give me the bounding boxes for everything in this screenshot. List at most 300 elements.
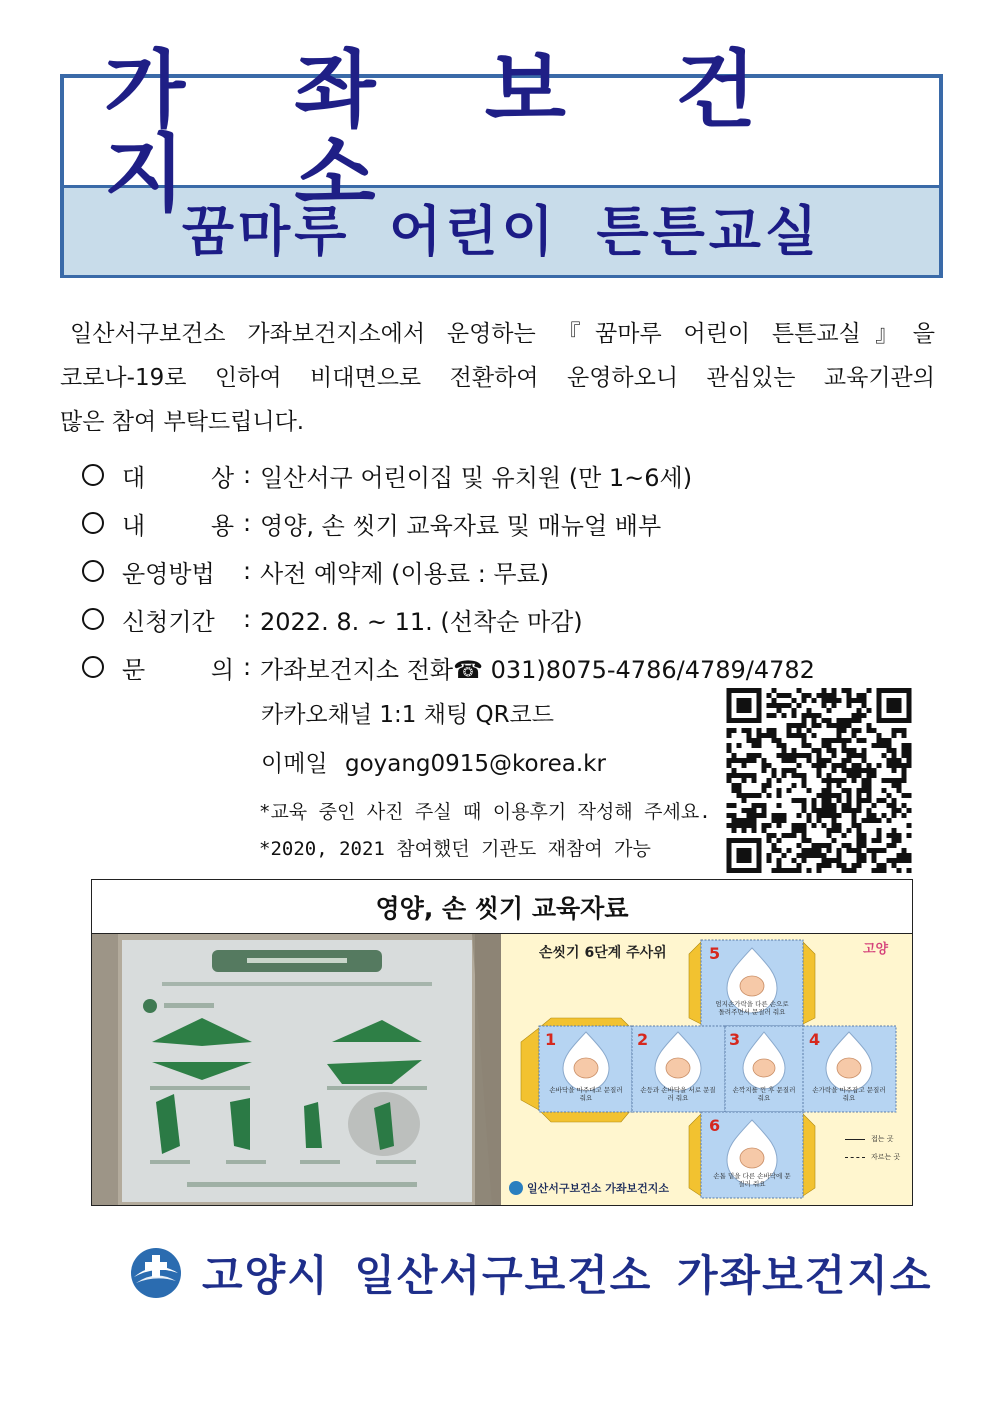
- dice-face-5-number: 5: [709, 944, 721, 963]
- qr-module: [812, 713, 817, 718]
- qr-module: [832, 753, 837, 758]
- qr-module: [827, 793, 832, 798]
- qr-module: [887, 763, 892, 768]
- qr-module: [732, 728, 737, 733]
- qr-module: [857, 803, 862, 808]
- qr-module: [767, 703, 772, 708]
- qr-module: [802, 778, 807, 783]
- qr-module: [872, 838, 877, 843]
- qr-module: [842, 808, 847, 813]
- circle-bullet-icon: [82, 560, 104, 582]
- qr-module: [902, 748, 907, 753]
- qr-module: [762, 828, 767, 833]
- qr-module: [757, 793, 762, 798]
- qr-module: [807, 753, 812, 758]
- qr-module: [797, 813, 802, 818]
- qr-module: [867, 708, 872, 713]
- qr-module: [852, 718, 857, 723]
- qr-module: [852, 728, 857, 733]
- circle-bullet-icon: [82, 464, 104, 486]
- qr-module: [792, 783, 797, 788]
- qr-module: [862, 758, 867, 763]
- qr-module: [852, 748, 857, 753]
- qr-module: [817, 868, 822, 873]
- materials-heading: 영양, 손 씻기 교육자료: [92, 880, 912, 934]
- qr-module: [802, 753, 807, 758]
- qr-module: [772, 703, 777, 708]
- qr-module: [777, 708, 782, 713]
- qr-module: [797, 703, 802, 708]
- qr-module: [817, 843, 822, 848]
- qr-module: [832, 803, 837, 808]
- qr-module: [792, 858, 797, 863]
- qr-module: [797, 843, 802, 848]
- qr-module: [807, 713, 812, 718]
- qr-module: [742, 823, 747, 828]
- qr-module: [867, 723, 872, 728]
- qr-module: [902, 813, 907, 818]
- qr-module: [877, 868, 882, 873]
- qr-module: [792, 748, 797, 753]
- qr-module: [772, 843, 777, 848]
- qr-module: [827, 758, 832, 763]
- qr-module: [857, 708, 862, 713]
- qr-module: [772, 813, 777, 818]
- qr-module: [897, 838, 902, 843]
- qr-module: [797, 763, 802, 768]
- qr-module: [777, 868, 782, 873]
- qr-module: [842, 738, 847, 743]
- goyang-logo-text: 고양: [863, 942, 889, 957]
- qr-module: [727, 758, 732, 763]
- qr-module: [747, 728, 752, 733]
- nutrition-material-photo: [92, 934, 501, 1205]
- footer: [130, 1243, 932, 1303]
- qr-module: [827, 718, 832, 723]
- qr-module: [847, 788, 852, 793]
- qr-module: [902, 763, 907, 768]
- qr-module: [877, 828, 882, 833]
- qr-module: [807, 813, 812, 818]
- title-row: [64, 40, 939, 223]
- qr-module: [742, 793, 747, 798]
- qr-module: [792, 698, 797, 703]
- dice-face-6-number: 6: [709, 1116, 721, 1135]
- qr-module: [832, 818, 837, 823]
- qr-module: [792, 828, 797, 833]
- qr-module: [777, 813, 782, 818]
- qr-module: [757, 733, 762, 738]
- qr-module: [787, 733, 792, 738]
- qr-module: [872, 853, 877, 858]
- qr-module: [862, 748, 867, 753]
- qr-module: [772, 848, 777, 853]
- qr-module: [857, 693, 862, 698]
- qr-module: [802, 848, 807, 853]
- dice-face-4-number: 4: [809, 1030, 821, 1049]
- qr-module: [857, 828, 862, 833]
- qr-module: [832, 828, 837, 833]
- qr-module: [897, 728, 902, 733]
- qr-module: [747, 808, 752, 813]
- materials-box: [91, 879, 913, 1206]
- dice-face-1-number: 1: [545, 1030, 557, 1049]
- qr-module: [847, 798, 852, 803]
- dice-face-3-number: 3: [729, 1030, 741, 1049]
- qr-module: [882, 778, 887, 783]
- qr-module: [767, 693, 772, 698]
- qr-module: [832, 723, 837, 728]
- dice-title: 손씻기 6단계 주사위: [539, 945, 667, 961]
- qr-module: [827, 808, 832, 813]
- qr-module: [827, 708, 832, 713]
- qr-module: [777, 858, 782, 863]
- qr-module: [812, 808, 817, 813]
- qr-module: [852, 763, 857, 768]
- qr-module: [892, 783, 897, 788]
- qr-module: [892, 768, 897, 773]
- qr-module: [842, 843, 847, 848]
- qr-module: [857, 698, 862, 703]
- qr-module: [817, 793, 822, 798]
- qr-module: [822, 843, 827, 848]
- qr-module: [857, 718, 862, 723]
- qr-module: [817, 768, 822, 773]
- qr-module: [882, 848, 887, 853]
- qr-module: [902, 853, 907, 858]
- qr-module: [807, 853, 812, 858]
- qr-module: [892, 748, 897, 753]
- qr-module: [862, 693, 867, 698]
- qr-module: [807, 708, 812, 713]
- info-label: 신청기간: [122, 607, 215, 636]
- intro-line-2: 코로나-19로 인하여 비대면으로 전환하여 운영하오니 관심있는 교육기관의: [60, 365, 935, 391]
- qr-module: [852, 823, 857, 828]
- qr-module: [757, 803, 762, 808]
- qr-module: [867, 768, 872, 773]
- qr-module: [892, 843, 897, 848]
- qr-module: [792, 823, 797, 828]
- qr-module: [747, 733, 752, 738]
- note-photo-review: *교육 중인 사진 주실 때 이용후기 작성해 주세요.: [259, 801, 711, 823]
- info-label: 내 용: [122, 511, 234, 540]
- qr-module: [877, 738, 882, 743]
- qr-module: [737, 793, 742, 798]
- qr-module: [877, 818, 882, 823]
- qr-module: [822, 693, 827, 698]
- qr-module: [862, 858, 867, 863]
- qr-module: [822, 803, 827, 808]
- qr-module: [872, 773, 877, 778]
- qr-module: [737, 783, 742, 788]
- qr-module: [892, 763, 897, 768]
- qr-module: [847, 748, 852, 753]
- qr-module: [867, 808, 872, 813]
- qr-module: [887, 748, 892, 753]
- qr-module: [802, 803, 807, 808]
- qr-module: [752, 818, 757, 823]
- info-colon: :: [242, 653, 252, 681]
- qr-module: [842, 788, 847, 793]
- kakao-qr-code[interactable]: [725, 688, 913, 873]
- qr-module: [812, 723, 817, 728]
- qr-module: [777, 693, 782, 698]
- qr-module: [782, 748, 787, 753]
- qr-module: [837, 848, 842, 853]
- qr-module: [892, 833, 897, 838]
- qr-module: [867, 783, 872, 788]
- qr-module: [787, 753, 792, 758]
- qr-module: [752, 813, 757, 818]
- info-label: 운영방법: [122, 559, 215, 588]
- email-label: 이메일: [261, 751, 328, 777]
- qr-module: [862, 843, 867, 848]
- cut-legend-text: 자르는 곳: [871, 1153, 901, 1161]
- qr-module: [792, 733, 797, 738]
- qr-module: [817, 713, 822, 718]
- qr-module: [747, 758, 752, 763]
- qr-module: [767, 853, 772, 858]
- qr-module: [842, 863, 847, 868]
- qr-module: [727, 813, 732, 818]
- qr-module: [892, 813, 897, 818]
- circle-bullet-icon: [82, 656, 104, 678]
- dice-org-label: [509, 1180, 669, 1196]
- qr-module: [902, 858, 907, 863]
- qr-module: [892, 863, 897, 868]
- qr-module: [812, 843, 817, 848]
- qr-module: [847, 773, 852, 778]
- qr-module: [767, 838, 772, 843]
- qr-module: [732, 818, 737, 823]
- qr-module: [777, 703, 782, 708]
- qr-module: [812, 803, 817, 808]
- info-row-target: [82, 455, 692, 495]
- qr-module: [802, 858, 807, 863]
- qr-module: [752, 828, 757, 833]
- qr-module: [782, 743, 787, 748]
- qr-module: [847, 843, 852, 848]
- qr-module: [907, 823, 912, 828]
- qr-module: [777, 803, 782, 808]
- qr-module: [857, 808, 862, 813]
- qr-module: [762, 808, 767, 813]
- qr-module: [807, 868, 812, 873]
- qr-module: [902, 803, 907, 808]
- qr-module: [817, 773, 822, 778]
- qr-module: [797, 828, 802, 833]
- qr-module: [802, 723, 807, 728]
- qr-module: [757, 743, 762, 748]
- qr-module: [907, 858, 912, 863]
- qr-module: [842, 758, 847, 763]
- qr-module: [762, 823, 767, 828]
- qr-module: [832, 698, 837, 703]
- qr-module: [767, 713, 772, 718]
- qr-module: [897, 783, 902, 788]
- qr-module: [817, 748, 822, 753]
- qr-module: [742, 763, 747, 768]
- qr-module: [807, 693, 812, 698]
- qr-module: [737, 773, 742, 778]
- qr-module: [887, 758, 892, 763]
- qr-module: [787, 703, 792, 708]
- qr-module: [857, 798, 862, 803]
- qr-module: [782, 768, 787, 773]
- qr-module: [787, 728, 792, 733]
- qr-module: [767, 833, 772, 838]
- qr-module: [797, 688, 802, 693]
- qr-module: [797, 733, 802, 738]
- qr-module: [727, 773, 732, 778]
- qr-module: [797, 853, 802, 858]
- qr-module: [777, 788, 782, 793]
- qr-module: [777, 848, 782, 853]
- qr-module: [817, 693, 822, 698]
- qr-module: [827, 858, 832, 863]
- qr-module: [907, 763, 912, 768]
- qr-module: [742, 818, 747, 823]
- qr-module: [747, 753, 752, 758]
- qr-module: [872, 803, 877, 808]
- qr-module: [837, 823, 842, 828]
- qr-module: [792, 758, 797, 763]
- qr-module: [752, 773, 757, 778]
- dice-face-3-text: 손깍지를 낀 후 문질러 줘요: [732, 1086, 796, 1102]
- qr-module: [892, 778, 897, 783]
- qr-module: [727, 803, 732, 808]
- qr-module: [762, 783, 767, 788]
- qr-module: [832, 688, 837, 693]
- qr-module: [802, 853, 807, 858]
- qr-module: [832, 858, 837, 863]
- qr-module: [812, 798, 817, 803]
- qr-module: [887, 793, 892, 798]
- info-colon: :: [242, 557, 252, 585]
- qr-module: [822, 688, 827, 693]
- qr-module: [867, 798, 872, 803]
- qr-module: [787, 768, 792, 773]
- qr-module: [777, 738, 782, 743]
- qr-module: [807, 788, 812, 793]
- qr-module: [762, 788, 767, 793]
- qr-module: [807, 758, 812, 763]
- qr-module: [857, 738, 862, 743]
- health-center-logo-icon: [509, 1181, 523, 1195]
- qr-module: [842, 728, 847, 733]
- qr-module: [907, 868, 912, 873]
- dice-face-5-text: 엄지손가락을 다른 손으로 돌려주면서 문질러 줘요: [715, 1000, 789, 1016]
- qr-module: [852, 713, 857, 718]
- qr-module: [862, 798, 867, 803]
- qr-module: [772, 733, 777, 738]
- qr-module: [802, 738, 807, 743]
- info-phone[interactable]: 가좌보건지소 전화☎ 031)8075-4786/4789/4782: [260, 655, 815, 684]
- qr-module: [902, 793, 907, 798]
- qr-module: [907, 793, 912, 798]
- qr-module: [812, 698, 817, 703]
- qr-module: [887, 818, 892, 823]
- info-colon: :: [242, 605, 252, 633]
- qr-module: [837, 738, 842, 743]
- qr-module: [842, 833, 847, 838]
- qr-module: [812, 848, 817, 853]
- qr-module: [797, 868, 802, 873]
- qr-module: [832, 768, 837, 773]
- qr-module: [837, 718, 842, 723]
- qr-module: [792, 833, 797, 838]
- qr-module: [817, 848, 822, 853]
- qr-module: [867, 688, 872, 693]
- qr-module: [727, 728, 732, 733]
- qr-module: [822, 718, 827, 723]
- qr-module: [787, 758, 792, 763]
- qr-module: [827, 813, 832, 818]
- qr-module: [842, 763, 847, 768]
- qr-module: [757, 728, 762, 733]
- info-label: 문 의: [122, 655, 234, 684]
- qr-module: [807, 728, 812, 733]
- qr-module: [862, 853, 867, 858]
- qr-module: [802, 798, 807, 803]
- qr-module: [802, 713, 807, 718]
- qr-module: [842, 743, 847, 748]
- qr-module: [772, 738, 777, 743]
- qr-module: [732, 788, 737, 793]
- qr-module: [757, 813, 762, 818]
- qr-module: [782, 868, 787, 873]
- qr-module: [892, 798, 897, 803]
- qr-module: [802, 733, 807, 738]
- qr-module: [787, 723, 792, 728]
- qr-module: [752, 778, 757, 783]
- qr-module: [787, 868, 792, 873]
- qr-module: [812, 763, 817, 768]
- qr-module: [767, 783, 772, 788]
- qr-module: [812, 853, 817, 858]
- email-address[interactable]: goyang0915@korea.kr: [344, 751, 606, 777]
- info-colon: :: [242, 509, 252, 537]
- qr-module: [882, 868, 887, 873]
- qr-module: [852, 848, 857, 853]
- qr-module: [857, 728, 862, 733]
- qr-module: [772, 868, 777, 873]
- qr-module: [907, 753, 912, 758]
- qr-module: [867, 793, 872, 798]
- qr-module: [787, 693, 792, 698]
- qr-module: [832, 703, 837, 708]
- qr-module: [767, 728, 772, 733]
- qr-module: [782, 833, 787, 838]
- qr-module: [877, 848, 882, 853]
- qr-module: [847, 758, 852, 763]
- qr-module: [892, 838, 897, 843]
- qr-module: [867, 813, 872, 818]
- dashed-line-icon: [845, 1157, 865, 1158]
- qr-module: [862, 698, 867, 703]
- qr-module: [802, 838, 807, 843]
- dice-face-4-text: 손가락을 마주잡고 문질러 줘요: [812, 1086, 886, 1102]
- qr-module: [777, 753, 782, 758]
- qr-module: [847, 703, 852, 708]
- intro-line-1: 일산서구보건소 가좌보건지소에서 운영하는 『꿈마루 어린이 튼튼교실』을: [70, 321, 935, 347]
- qr-module: [777, 863, 782, 868]
- qr-module: [897, 778, 902, 783]
- qr-module: [772, 818, 777, 823]
- info-row-method: [82, 551, 549, 591]
- qr-module: [867, 728, 872, 733]
- qr-module: [742, 773, 747, 778]
